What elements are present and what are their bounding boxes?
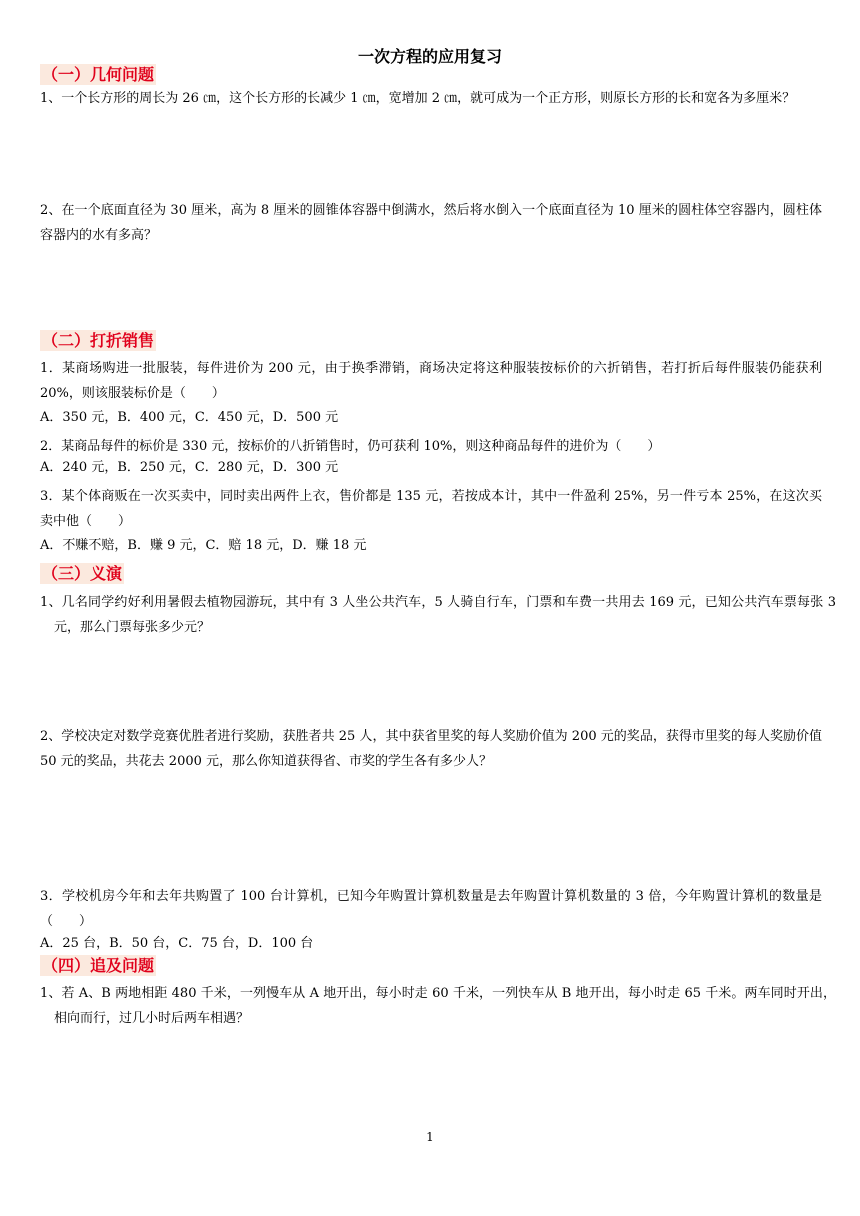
options-discount-2: A．240 元，B．250 元，C．280 元，D．300 元	[40, 460, 339, 475]
question-discount-1: 1．某商场购进一批服装，每件进价为 200 元，由于换季滞销，商场决定将这种服装按标价的六折销售，若打折后每件服装仍能获利 20%，则该服装标价是（ ）	[40, 361, 822, 401]
section-heading-geometry: （一）几何问题	[42, 65, 155, 84]
section-heading-discount: （二）打折销售	[42, 331, 155, 350]
question-geometry-2: 2、在一个底面直径为 30 厘米，高为 8 厘米的圆锥体容器中倒满水，然后将水倒入一个底面直径为 10 厘米的圆柱体空容器内，圆柱体容器内的水有多高？	[40, 203, 822, 243]
question-geometry-1: 1、一个长方形的周长为 26 ㎝，这个长方形的长减少 1 ㎝，宽增加 2 ㎝，就可成为一个正方形，则原长方形的长和宽各为多厘米？	[40, 91, 796, 106]
section-heading-performance: （三）义演	[42, 564, 123, 583]
page-number: 1	[426, 1130, 434, 1144]
section-heading-pursuit: （四）追及问题	[42, 956, 155, 975]
question-performance-1: 1、几名同学约好利用暑假去植物园游玩，其中有 3 人坐公共汽车，5 人骑自行车，门票和车费一共用去 169 元，已知公共汽车票每张 3 元，那么门票每张多少元？	[40, 595, 836, 635]
options-discount-1: A．350 元，B．400 元，C．450 元，D．500 元	[40, 410, 339, 425]
question-performance-2: 2、学校决定对数学竞赛优胜者进行奖励，获胜者共 25 人，其中获省里奖的每人奖励价值为 200 元的奖品，获得市里奖的每人奖励价值 50 元的奖品，共花去 2000 元，那么你知道获得省、市奖的学生各有多少人？	[40, 729, 822, 769]
question-discount-3: 3．某个体商贩在一次买卖中，同时卖出两件上衣，售价都是 135 元，若按成本计，其中一件盈利 25%，另一件亏本 25%，在这次买卖中他（ ）	[40, 489, 822, 529]
question-pursuit-1: 1、若 A、B 两地相距 480 千米，一列慢车从 A 地开出，每小时走 60 千米，一列快车从 B 地开出，每小时走 65 千米。两车同时开出，相向而行，过几小时后两车相遇？	[40, 986, 836, 1026]
options-discount-3: A．不赚不赔，B．赚 9 元，C．赔 18 元，D．赚 18 元	[40, 538, 367, 553]
question-discount-2: 2．某商品每件的标价是 330 元，按标价的八折销售时，仍可获利 10%，则这种商品每件的进价为（ ）	[40, 439, 661, 454]
page-title: 一次方程的应用复习	[357, 47, 502, 66]
options-performance-3: A．25 台，B．50 台，C．75 台，D．100 台	[40, 936, 314, 951]
question-performance-3: 3．学校机房今年和去年共购置了 100 台计算机，已知今年购置计算机数量是去年购置计算机数量的 3 倍，今年购置计算机的数量是（ ）	[40, 889, 822, 929]
